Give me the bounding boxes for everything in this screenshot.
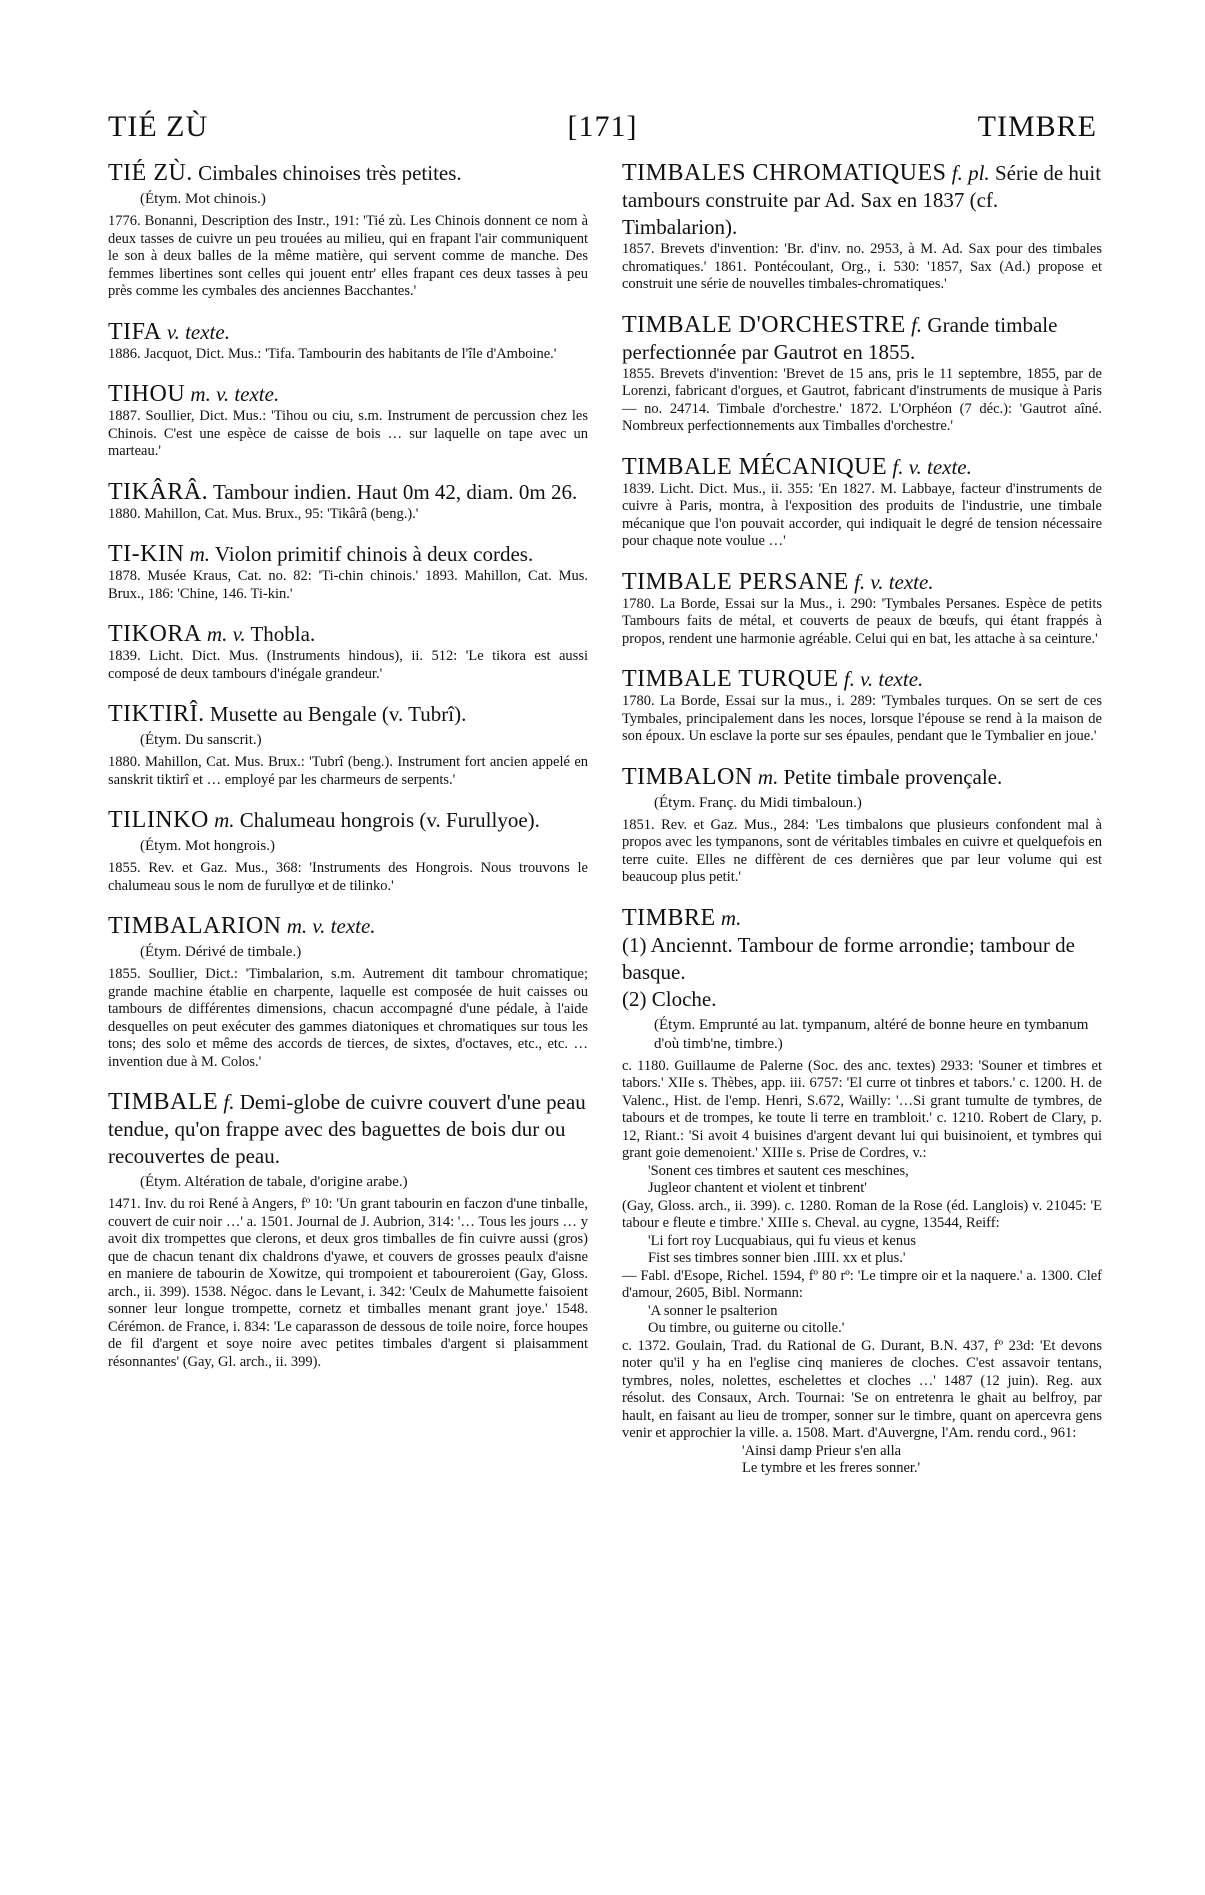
verse-line: Le tymbre et les freres sonner.'	[742, 1460, 921, 1476]
citation: 1855. Brevets d'invention: 'Brevet de 15 ans, pris le 11 septembre, 1855, par de Lorenzi, fabricant d'orgues, et Gautrot, fabricant d'instruments de musique à Paris — no. 24714. Timbale d'orchestre.' 1872. L'Orphéon (7 déc.): 'Gautrot aîné. Nombreux perfectionnements aux Timballes d'orchestre.'	[622, 365, 1102, 434]
page-number: [171]	[567, 110, 638, 143]
headword: TIKORA	[108, 621, 202, 647]
headword: TIMBALES CHROMATIQUES	[622, 160, 947, 186]
running-head-left: TIÉ ZÙ	[108, 110, 209, 143]
citation: 1878. Musée Kraus, Cat. no. 82: 'Ti-chin chinois.' 1893. Mahillon, Cat. Mus. Brux., 186: 'Chine, 146. Ti-kin.'	[108, 568, 588, 602]
entry-tikara	[108, 479, 588, 524]
verse-line: 'Sonent ces timbres et sautent ces meschines,	[648, 1162, 909, 1179]
headword: TIÉ ZÙ.	[108, 160, 193, 186]
citation: c. 1372. Goulain, Trad. du Rational de G. Durant, B.N. 437, fº 23d: 'Et devons noter qu'il y ha en l'eglise cinq manieres de cloches. C'est assavoir tentans, tymbres, noles, nolettes, eschelettes et cloches …' 1487 (12 juin). Reg. aux résolut. des Consaux, Arch. Tournai: 'Se on entretenra le ghait au belfroy, par hault, en faisant au lieu de tromper, sonner sur le timbre, quant on apercevra gens venir et approchier la ville. a. 1508. Mart. d'Auvergne, l'Am. rendu cord., 961:	[622, 1337, 1102, 1441]
citation: (Gay, Gloss. arch., ii. 399). c. 1280. Roman de la Rose (éd. Langlois) v. 21045: 'E tabour e fleute e timbre.' XIIIe s. Cheval. au cygne, 13544, Reiff:	[622, 1197, 1102, 1231]
etymology: (Étym. Dérivé de timbale.)	[140, 944, 302, 960]
headword: TIMBALARION	[108, 913, 282, 939]
grammar: f.	[223, 1090, 235, 1114]
verse-line: 'Li fort roy Lucquabiaus, qui fu vieus et kenus	[648, 1232, 916, 1249]
entry-tihou	[108, 381, 588, 461]
citation: 1886. Jacquot, Dict. Mus.: 'Tifa. Tambourin des habitants de l'île d'Amboine.'	[108, 345, 557, 362]
etymology: (Étym. Emprunté au lat. tympanum, altéré de bonne heure en tymbanum d'où timb'ne, timbre.)	[654, 1016, 1089, 1052]
entry-timbale-persane	[622, 569, 1102, 649]
running-head	[108, 110, 1097, 150]
headword: TIMBALE	[108, 1089, 219, 1115]
etymology: (Étym. Mot chinois.)	[140, 191, 266, 207]
sense-1: (1) Anciennt. Tambour de forme arrondie; tambour de basque.	[622, 932, 1075, 984]
citation: 1851. Rev. et Gaz. Mus., 284: 'Les timbalons que plusieurs confondent mal à propos avec les tympanons, sont de véritables timbales en cuivre et quelquefois en terre cuite. Elles ne diffèrent de ces dernières que par leur volume qui est beaucoup plus petit.'	[622, 816, 1102, 885]
etymology: (Étym. Mot hongrois.)	[140, 838, 275, 854]
entry-tiktiri	[108, 701, 588, 789]
definition: Cimbales chinoises très petites.	[198, 161, 462, 185]
headword: TILINKO	[108, 807, 209, 833]
entry-timbre	[622, 905, 1102, 1478]
citation: 1839. Licht. Dict. Mus. (Instruments hindous), ii. 512: 'Le tikora est aussi composé de deux tambours d'inégale grandeur.'	[108, 648, 588, 682]
definition: Thobla.	[250, 622, 316, 646]
headword: TIMBALE D'ORCHESTRE	[622, 311, 906, 338]
citation: — Fabl. d'Esope, Richel. 1594, fº 80 rº: 'Le timpre oir et la naquere.' a. 1300. Clef d'amour, 2605, Bibl. Normann:	[622, 1267, 1102, 1301]
etymology: (Étym. Franç. du Midi timbaloun.)	[654, 794, 862, 811]
grammar: m.	[757, 764, 779, 789]
definition: Petite timbale provençale.	[783, 764, 1003, 789]
definition: Série de huit tambours construite par Ad. Sax en 1837 (cf. Timbalarion).	[622, 161, 1102, 239]
verse-line: Fist ses timbres sonner bien .IIII. xx et plus.'	[648, 1250, 906, 1266]
headword: TI-KIN	[108, 541, 185, 567]
definition: Violon primitif chinois à deux cordes.	[214, 542, 534, 566]
entry-tifa	[108, 319, 588, 364]
verse-line: 'A sonner le psalterion	[648, 1302, 778, 1319]
grammar: m.	[214, 808, 235, 832]
citation: 1855. Soullier, Dict.: 'Timbalarion, s.m. Autrement dit tambour chromatique; grande machine établie en charpente, laquelle est composée de huit caisses ou tambours de différentes dimensions, chacun accompagné d'une pédale, à l'aide desquelles on peut exécuter des gammes diatoniques et chromatiques sur tous les tons; des solo et même des accords de tierces, de sixtes, d'octaves, etc., etc. … invention due à M. Colos.'	[108, 966, 588, 1070]
citation: c. 1180. Guillaume de Palerne (Soc. des anc. textes) 2933: 'Souner et timbres et tabors.' XIIe s. Thèbes, app. iii. 6757: 'El curre ot tinbres et tabors.' c. 1200. H. de Valenc., Hist. de l'emp. Henri, S.672, Wailly: '…Si grant tumulte de tymbres, de tabours et de trompes, ke toute li terre en trambloit.' c. 1210. Robert de Clary, p. 12, Riant.: 'Si avoit 4 buisines d'argent devant lui qui buisinoient, et tymbres qui grant goie demenoient.' XIIIe s. Prise de Cordres, v.:	[622, 1057, 1102, 1161]
grammar: m. v. texte.	[190, 382, 280, 406]
grammar: m. v. texte.	[286, 914, 376, 938]
citation: 1880. Mahillon, Cat. Mus. Brux.: 'Tubrî (beng.). Instrument fort ancien appelé en sanskrit tiktirî et … employé par les charmeurs de serpents.'	[108, 754, 588, 788]
grammar: v. texte.	[166, 319, 230, 344]
headword: TIMBALE MÉCANIQUE	[622, 453, 888, 480]
entry-tilinko	[108, 807, 588, 895]
verse-line: 'Ainsi damp Prieur s'en alla	[742, 1442, 902, 1459]
citation: 1780. La Borde, Essai sur la Mus., i. 290: 'Tymbales Persanes. Espèce de petits Tambours faits de métal, et couverts de peaux de bœufs, qui étant frappés à propos, rendent une harmonie agréable. Celui qui en bat, les attache à sa ceinture.'	[622, 595, 1102, 647]
headword: TIKTIRÎ.	[108, 701, 205, 727]
entry-timbale-turque	[622, 666, 1102, 746]
entry-tikin	[108, 541, 588, 603]
left-column	[108, 160, 588, 1389]
entry-timbale	[108, 1089, 588, 1371]
verse-line: Jugleor chantent et violent et tinbrent'	[648, 1180, 867, 1196]
etymology: (Étym. Du sanscrit.)	[140, 732, 262, 748]
citation: 1776. Bonanni, Description des Instr., 191: 'Tié zù. Les Chinois donnent ce nom à deux tasses de cuivre un peu trouées au milieu, qui en frapant l'air communiquent le son à deux balles de la même matière, qui servent comme de manche. Des femmes libertines sont celles qui jouent entr' elles frapant ces deux tasses à peu près comme les cymbales des anciennes Bacchantes.'	[108, 213, 588, 299]
citation: 1471. Inv. du roi René à Angers, fº 10: 'Un grant tabourin en faczon d'une tinballe, couvert de cuir noir …' a. 1501. Journal de J. Aubrion, 314: '… Tous les jours … y avoit dix trompettes que clerons, et deux gros timballes de fin cuivre aussi (gros) que de chacun tenant dix chaldrons d'yawe, et couvers de grosses peaulx d'aisne en maniere de tabourin de Xowitze, qui trompoient et taboureroient (Gay, Gloss. arch., ii. 399). 1538. Négoc. dans le Levant, i. 342: 'Ceulx de Mahumette faisoient sonner leur longue trompette, cornetz et timballes menant grant joye.' 1548. Cérémon. de France, i. 834: 'Le caparasson de dessous de toile noire, force houpes de fil d'argent et soye noire avec petites timbales d'argent si plaisamment résonnantes' (Gay, Gl. arch., ii. 399).	[108, 1196, 588, 1370]
headword: TIFA	[108, 318, 162, 345]
citation: 1887. Soullier, Dict. Mus.: 'Tihou ou ciu, s.m. Instrument de percussion chez les Chinois. C'est une espèce de caisse de bois … sur laquelle on tape avec un marteau.'	[108, 408, 588, 459]
citation: 1857. Brevets d'invention: 'Br. d'inv. no. 2953, à M. Ad. Sax pour des timbales chromatiques.' 1861. Pontécoulant, Org., i. 530: '1857, Sax (Ad.) propose et construit une série de nouvelles timbales-chromatiques.'	[622, 241, 1102, 292]
grammar: m.	[189, 542, 210, 566]
grammar: f. v. texte.	[892, 454, 972, 479]
headword: TIMBRE	[622, 904, 716, 931]
citations	[622, 1058, 1102, 1478]
grammar: f.	[911, 312, 923, 337]
definition: Demi-globe de cuivre couvert d'une peau tendue, qu'on frappe avec des baguettes de bois dur ou recouvertes de peau.	[108, 1090, 586, 1168]
headword: TIMBALON	[622, 763, 753, 790]
entry-tie-zu	[108, 160, 588, 301]
right-column	[622, 160, 1102, 1496]
headword: TIHOU	[108, 381, 186, 407]
entry-timbale-orchestre	[622, 312, 1102, 436]
entry-timbalon	[622, 764, 1102, 887]
entry-timbale-mecanique	[622, 454, 1102, 551]
citation: 1839. Licht. Dict. Mus., ii. 355: 'En 1827. M. Labbaye, facteur d'instruments de cuivre à Paris, montra, à l'exposition des produits de l'industrie, une timbale mécanique que l'on pouvait accorder, qui indiquait le degré de tension nécessaire pour chaque note voulue …'	[622, 480, 1102, 549]
headword: TIKÂRÂ.	[108, 478, 209, 505]
definition: Grande timbale perfectionnée par Gautrot en 1855.	[622, 312, 1058, 364]
verse-line: Ou timbre, ou guiterne ou citolle.'	[648, 1320, 845, 1336]
grammar: f. pl.	[951, 161, 990, 185]
definition: Tambour indien. Haut 0m 42, diam. 0m 26.	[213, 479, 578, 504]
entry-timbales-chromatiques	[622, 160, 1102, 294]
entry-tikora	[108, 621, 588, 683]
grammar: m.	[720, 905, 742, 930]
citation: 1855. Rev. et Gaz. Mus., 368: 'Instruments des Hongrois. Nous trouvons le chalumeau sous le nom de furullyœ et de tilinko.'	[108, 860, 588, 894]
running-head-right: TIMBRE	[977, 110, 1097, 143]
grammar: f. v. texte.	[843, 667, 924, 691]
definition: Chalumeau hongrois (v. Furullyoe).	[239, 808, 540, 832]
grammar: m. v.	[206, 622, 246, 646]
headword: TIMBALE PERSANE	[622, 568, 849, 595]
headword: TIMBALE TURQUE	[622, 666, 839, 692]
entry-timbalarion	[108, 913, 588, 1071]
citation: 1880. Mahillon, Cat. Mus. Brux., 95: 'Tikârâ (beng.).'	[108, 505, 419, 522]
grammar: f. v. texte.	[854, 569, 934, 594]
sense-2: (2) Cloche.	[622, 986, 717, 1011]
etymology: (Étym. Altération de tabale, d'origine arabe.)	[140, 1174, 408, 1190]
definition: Musette au Bengale (v. Tubrî).	[209, 702, 467, 726]
citation: 1780. La Borde, Essai sur la mus., i. 289: 'Tymbales turques. On se sert de ces Tymbales, principalement dans les noces, lorsque l'épouse se rend à la maison de son époux. Un esclave la porte sur ses épaules, pendant que le Tymbalier en joue.'	[622, 693, 1102, 744]
